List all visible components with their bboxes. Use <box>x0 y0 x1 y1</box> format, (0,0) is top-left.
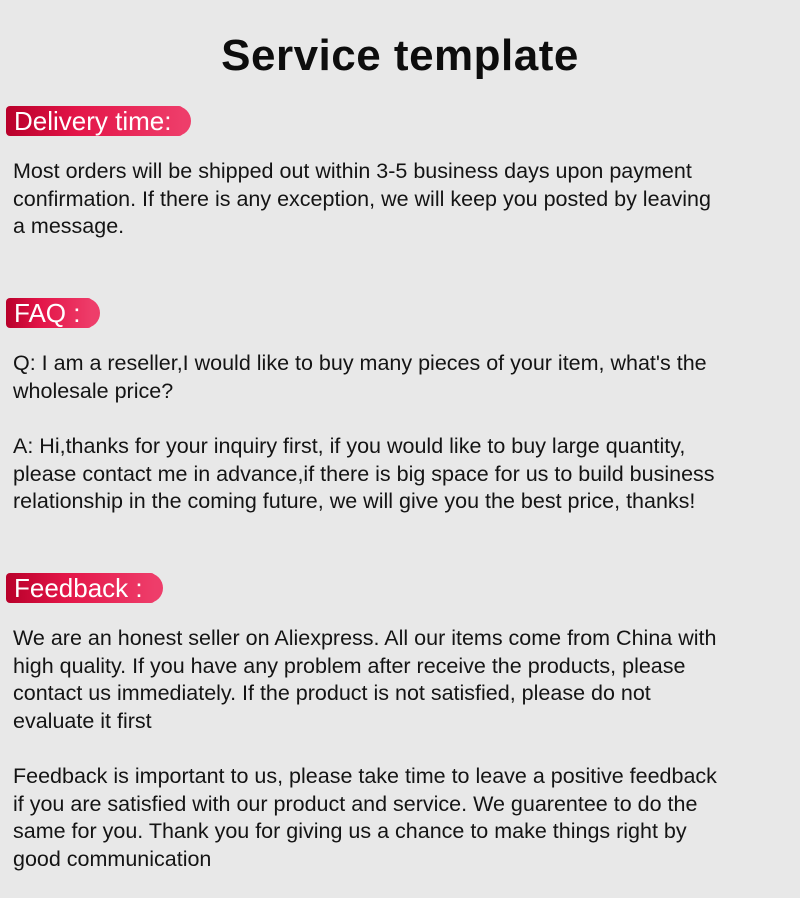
feedback-badge: Feedback : <box>6 573 155 603</box>
feedback-paragraph-2: Feedback is important to us, please take time to leave a positive feedback if you are satisfied with our product and service. We guarentee to do the same for you. Thank you for giving us a chance to make things right by good communication <box>13 764 717 871</box>
feedback-paragraph-1: We are an honest seller on Aliexpress. All our items come from China with high quality. If you have any problem after receive the products, please contact us immediately. If the product is not satisfied, please do not evaluate it first <box>13 626 717 733</box>
faq-answer: A: Hi,thanks for your inquiry first, if you would like to buy large quantity, please contact me in advance,if there is big space for us to build business relationship in the coming future, we will give you the best price, thanks! <box>13 434 715 513</box>
faq-question: Q: I am a reseller,I would like to buy many pieces of your item, what's the wholesale price? <box>13 351 707 403</box>
delivery-time-text: Most orders will be shipped out within 3-5 business days upon payment confirmation. If there is any exception, we will keep you posted by leaving a message. <box>13 159 711 238</box>
page-title: Service template <box>221 31 579 80</box>
delivery-time-badge: Delivery time: <box>6 106 183 136</box>
faq-badge: FAQ : <box>6 298 92 328</box>
